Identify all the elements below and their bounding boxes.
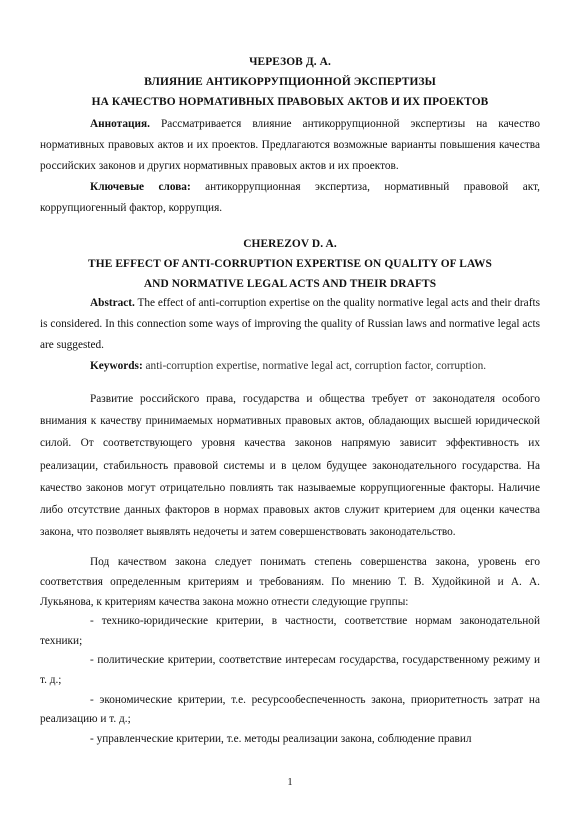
ru-keywords-label: Ключевые слова: xyxy=(90,181,191,193)
main-body xyxy=(40,388,540,749)
ru-keywords-text: антикоррупционная экспертиза, нормативный правовой акт, коррупциогенный фактор, коррупция. xyxy=(40,181,540,214)
page-number: 1 xyxy=(287,777,293,788)
en-abstract-label: Abstract. xyxy=(90,297,135,309)
list-item-1: - технико-юридические критерии, в частности, соответствие нормам законодательной техники; xyxy=(40,615,540,647)
ru-abstract-block xyxy=(40,114,540,219)
ru-abstract-text: Рассматривается влияние антикоррупционной экспертизы на качество нормативных правовых актов и их проектов. Предлагаются возможные варианты повышения качества российских законов и других нормативных правовых актов и их проектов. xyxy=(40,118,540,172)
ru-title-line-2: НА КАЧЕСТВО НОРМАТИВНЫХ ПРАВОВЫХ АКТОВ И ИХ ПРОЕКТОВ xyxy=(91,96,489,108)
en-abstract xyxy=(40,293,540,356)
body-paragraph-1: Развитие российского права, государства и общества требует от законодателя особого внимания к качеству принимаемых нормативных правовых актов, обладающих высшей юридической силой. От соответствующего уровня качества законов напрямую зависит эффективность их реализации, стабильность правовой системы и в целом будущее законодательного государства. На качество законов могут отрицательно повлиять так называемые коррупциогенные факторы. Наличие либо отсутствие данных факторов в нормах правовых актов служит критерием для оценки качества закона, что позволяет выявлять недочеты и затем совершенствовать законодательство. xyxy=(40,393,540,539)
ru-author: ЧЕРЕЗОВ Д. А. xyxy=(249,56,331,68)
en-title-line-2: AND NORMATIVE LEGAL ACTS AND THEIR DRAFTS xyxy=(143,278,437,290)
en-header xyxy=(40,234,540,294)
en-abstract-block xyxy=(40,293,540,377)
en-author: CHEREZOV D. A. xyxy=(243,238,337,250)
ru-keywords xyxy=(40,177,540,219)
en-keywords xyxy=(40,356,540,377)
en-keywords-text: anti-corruption expertise, normative legal act, corruption factor, corruption. xyxy=(142,360,487,372)
list-item-2: - политические критерии, соответствие интересам государства, государственному режиму и т. д.; xyxy=(40,654,540,686)
ru-abstract-label: Аннотация. xyxy=(90,118,150,130)
en-abstract-text: The effect of anti-corruption expertise on the quality normative legal acts and their drafts is considered. In this connection some ways of improving the quality of Russian laws and normative legal acts are suggested. xyxy=(40,297,540,351)
ru-title-line-1: ВЛИЯНИЕ АНТИКОРРУПЦИОННОЙ ЭКСПЕРТИЗЫ xyxy=(144,76,436,88)
list-item-4: - управленческие критерии, т.е. методы реализации закона, соблюдение правил xyxy=(90,732,472,745)
ru-header xyxy=(40,52,540,112)
en-keywords-label: Keywords: xyxy=(90,360,143,372)
en-title-line-1: THE EFFECT OF ANTI-CORRUPTION EXPERTISE ON QUALITY OF LAWS xyxy=(88,258,492,270)
ru-abstract xyxy=(40,114,540,177)
body-paragraph-2: Под качеством закона следует понимать степень совершенства закона, уровень его соответствия определенным критериям и требованиям. По мнению Т. В. Худойкиной и А. А. Лукьянова, к критериям качества закона можно отнести следующие группы: xyxy=(40,556,540,608)
list-item-3: - экономические критерии, т.е. ресурсообеспеченность закона, приоритетность затрат на реализацию и т. д.; xyxy=(40,693,540,726)
